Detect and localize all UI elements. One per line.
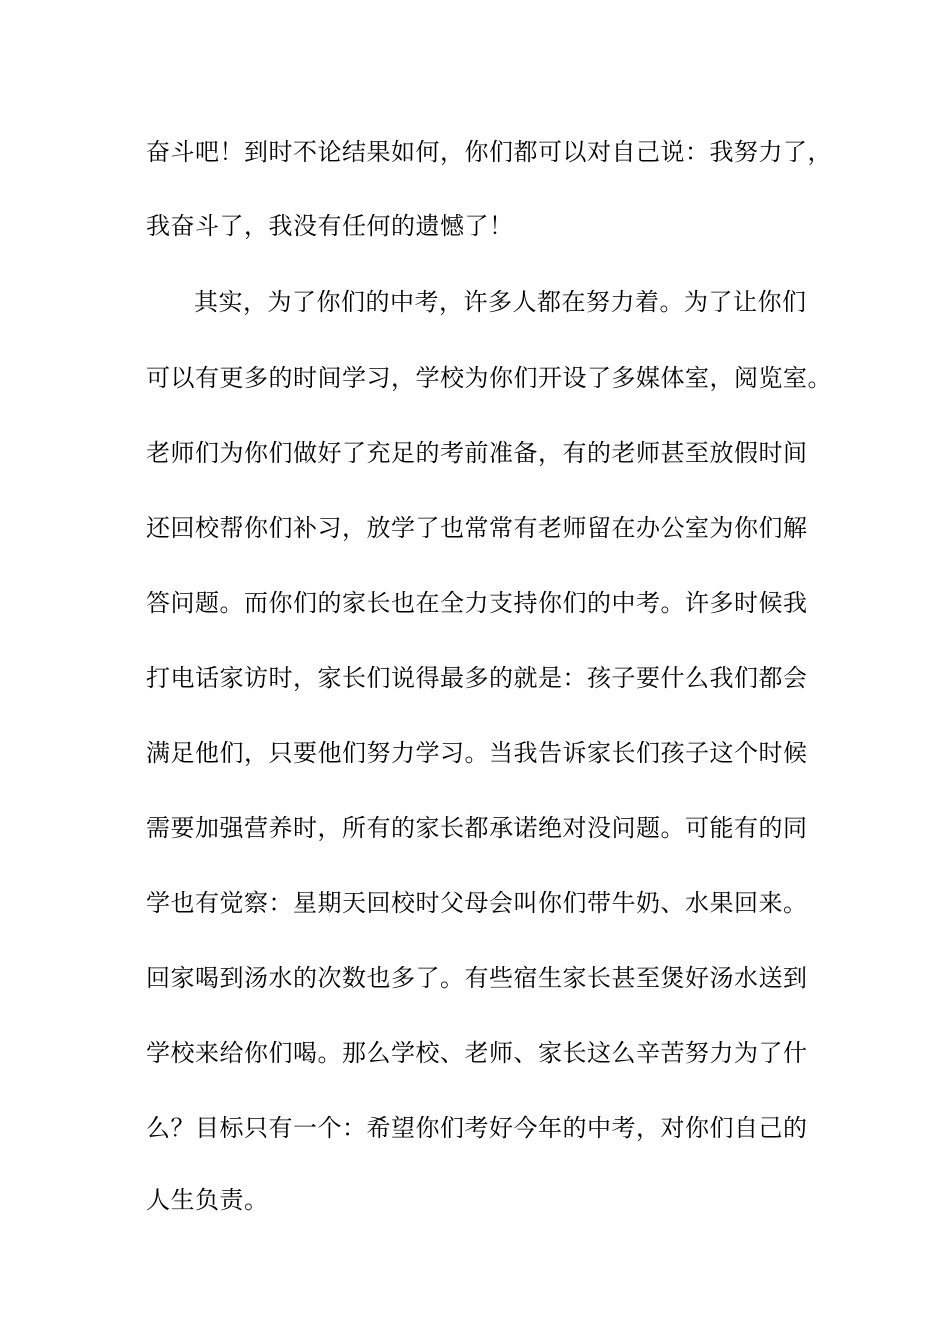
text-line-5: 老师们为你们做好了充足的考前准备，有的老师甚至放假时间 <box>146 439 808 467</box>
text-line-1: 奋斗吧！到时不论结果如何，你们都可以对自己说：我努力了， <box>146 138 832 166</box>
text-line-4: 可以有更多的时间学习，学校为你们开设了多媒体室，阅览室。 <box>146 364 832 392</box>
paragraph-start-line: 其实，为了你们的中考，许多人都在努力着。为了让你们 <box>194 288 807 316</box>
text-line-12: 回家喝到汤水的次数也多了。有些宿生家长甚至煲好汤水送到 <box>146 964 808 992</box>
text-line-8: 打电话家访时，家长们说得最多的就是：孩子要什么我们都会 <box>146 664 808 692</box>
text-line-6: 还回校帮你们补习，放学了也常常有老师留在办公室为你们解 <box>146 514 808 542</box>
text-line-10: 需要加强营养时，所有的家长都承诺绝对没问题。可能有的同 <box>146 814 808 842</box>
text-line-9: 满足他们，只要他们努力学习。当我告诉家长们孩子这个时候 <box>146 739 808 767</box>
text-line-14: 么？目标只有一个：希望你们考好今年的中考，对你们自己的 <box>146 1114 808 1142</box>
text-line-13: 学校来给你们喝。那么学校、老师、家长这么辛苦努力为了什 <box>146 1039 808 1067</box>
text-line-15: 人生负责。 <box>146 1186 269 1214</box>
text-line-2: 我奋斗了，我没有任何的遗憾了！ <box>146 212 514 240</box>
text-line-7: 答问题。而你们的家长也在全力支持你们的中考。许多时候我 <box>146 589 808 617</box>
text-line-11: 学也有觉察：星期天回校时父母会叫你们带牛奶、水果回来。 <box>146 889 808 917</box>
